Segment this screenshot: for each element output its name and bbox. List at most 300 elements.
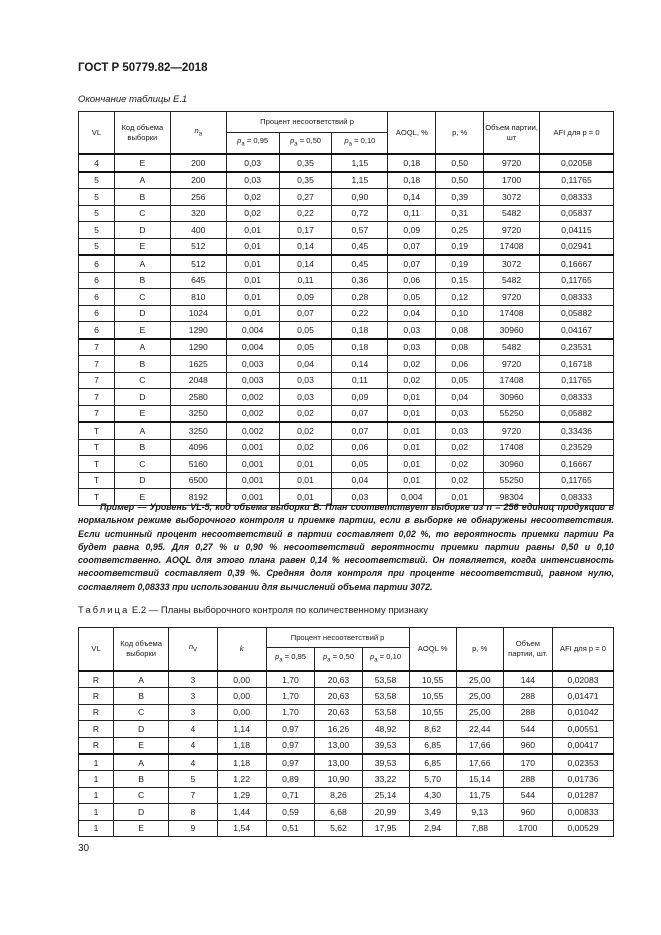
table-e2-body bbox=[79, 671, 614, 836]
table-cell: 17408 bbox=[484, 305, 540, 322]
table-cell: C bbox=[114, 289, 170, 306]
table-cell: 22,44 bbox=[456, 721, 503, 737]
table-cell: 16,26 bbox=[315, 721, 362, 737]
table-cell: 0,07 bbox=[388, 255, 436, 272]
table-row bbox=[79, 289, 614, 306]
table-cell: 0,01 bbox=[388, 389, 436, 406]
table-cell: 6,85 bbox=[409, 737, 456, 754]
table-cell: 4 bbox=[169, 754, 218, 771]
col-n bbox=[170, 112, 226, 155]
col-n-sub: a bbox=[198, 131, 203, 138]
table-cell: 0,03 bbox=[279, 389, 332, 406]
table-row bbox=[79, 154, 614, 172]
table-cell: 512 bbox=[170, 238, 226, 255]
table-cell: 6 bbox=[79, 305, 115, 322]
table2-caption bbox=[78, 605, 428, 616]
table-cell: A bbox=[114, 671, 169, 688]
table-cell: 1,18 bbox=[217, 754, 266, 771]
table-cell: 5 bbox=[79, 205, 115, 222]
col-pa-050 bbox=[315, 648, 362, 672]
table-cell: 9720 bbox=[484, 289, 540, 306]
table-cell: 0,02 bbox=[388, 372, 436, 389]
table-cell: A bbox=[114, 339, 170, 356]
table-cell: D bbox=[114, 721, 169, 737]
table-cell: E bbox=[114, 238, 170, 255]
table-cell: 39,53 bbox=[362, 754, 409, 771]
table-row bbox=[79, 305, 614, 322]
table-cell: 288 bbox=[503, 704, 552, 720]
table-cell: R bbox=[79, 721, 114, 737]
table-cell: 0,36 bbox=[332, 272, 388, 289]
table-cell: 0,02 bbox=[388, 356, 436, 373]
table-cell: 0,002 bbox=[226, 422, 279, 439]
table-cell: 0,01 bbox=[388, 472, 436, 489]
table-cell: 0,01 bbox=[226, 222, 279, 239]
table-cell: 0,001 bbox=[226, 472, 279, 489]
table-cell: 9720 bbox=[484, 154, 540, 172]
table-cell: 7 bbox=[79, 372, 115, 389]
table-cell: 0,05837 bbox=[540, 205, 614, 222]
table-cell: A bbox=[114, 172, 170, 189]
table-cell: T bbox=[79, 489, 115, 506]
table-cell: 0,03 bbox=[279, 372, 332, 389]
table-cell: 9720 bbox=[484, 356, 540, 373]
table-cell: 0,18 bbox=[388, 154, 436, 172]
table-cell: 0,09 bbox=[388, 222, 436, 239]
table-cell: 5 bbox=[79, 238, 115, 255]
table-cell: 6,85 bbox=[409, 754, 456, 771]
table-cell: 0,04 bbox=[436, 389, 484, 406]
col-pr: p, % bbox=[456, 628, 503, 672]
table-cell: 30960 bbox=[484, 322, 540, 339]
table-cell: 0,71 bbox=[266, 787, 315, 803]
table-cell: B bbox=[114, 356, 170, 373]
table-row bbox=[79, 356, 614, 373]
table-cell: 0,02 bbox=[279, 405, 332, 422]
table-row bbox=[79, 704, 614, 720]
table-cell: 0,05882 bbox=[540, 405, 614, 422]
table-cell: 48,92 bbox=[362, 721, 409, 737]
table-cell: 20,63 bbox=[315, 688, 362, 704]
table-cell: R bbox=[79, 737, 114, 754]
col-code: Код объема выборки bbox=[114, 112, 170, 155]
table-cell: 0,06 bbox=[332, 439, 388, 456]
table-row bbox=[79, 339, 614, 356]
table-cell: 6500 bbox=[170, 472, 226, 489]
table-cell: 98304 bbox=[484, 489, 540, 506]
col-afi: AFI для p = 0 bbox=[552, 628, 613, 672]
table-cell: D bbox=[114, 389, 170, 406]
table-cell: 5,62 bbox=[315, 820, 362, 836]
table-cell: 11,75 bbox=[456, 787, 503, 803]
table-cell: 1,54 bbox=[217, 820, 266, 836]
table-cell: 1,44 bbox=[217, 804, 266, 820]
table-cell: 0,16667 bbox=[540, 456, 614, 473]
table-cell: 0,07 bbox=[388, 238, 436, 255]
table-cell: 0,01 bbox=[388, 439, 436, 456]
table-cell: 4,30 bbox=[409, 787, 456, 803]
table-cell: 0,02 bbox=[279, 439, 332, 456]
table-cell: 25,00 bbox=[456, 704, 503, 720]
table-cell: C bbox=[114, 704, 169, 720]
table-cell: 0,02 bbox=[436, 456, 484, 473]
table-cell: 0,08333 bbox=[540, 489, 614, 506]
table-cell: 4096 bbox=[170, 439, 226, 456]
table-cell: 1,70 bbox=[266, 688, 315, 704]
table-cell: 0,00 bbox=[217, 704, 266, 720]
table-cell: 0,002 bbox=[226, 405, 279, 422]
pa2-symbol: p bbox=[290, 136, 295, 146]
table2-caption-label: Таблица bbox=[78, 605, 130, 616]
table-row bbox=[79, 322, 614, 339]
table-cell: 960 bbox=[503, 737, 552, 754]
table-cell: 0,09 bbox=[332, 389, 388, 406]
table-cell: C bbox=[114, 205, 170, 222]
table-cell: 1,29 bbox=[217, 787, 266, 803]
col-vl: VL bbox=[79, 628, 114, 672]
table-cell: 17,66 bbox=[456, 737, 503, 754]
table-cell: 0,02058 bbox=[540, 154, 614, 172]
table-cell: 0,27 bbox=[279, 189, 332, 206]
table-cell: 0,001 bbox=[226, 489, 279, 506]
table-cell: 0,11765 bbox=[540, 372, 614, 389]
table-row bbox=[79, 721, 614, 737]
table-cell: 5,70 bbox=[409, 771, 456, 787]
table-cell: B bbox=[114, 272, 170, 289]
table-cell: 0,01 bbox=[388, 422, 436, 439]
table-cell: 9720 bbox=[484, 222, 540, 239]
table-cell: 0,22 bbox=[332, 305, 388, 322]
table-cell: 0,05 bbox=[279, 339, 332, 356]
table-cell: 0,02941 bbox=[540, 238, 614, 255]
table-cell: D bbox=[114, 804, 169, 820]
table-cell: 256 bbox=[170, 189, 226, 206]
table-cell: 20,63 bbox=[315, 704, 362, 720]
table-cell: 0,45 bbox=[332, 238, 388, 255]
table-cell: B bbox=[114, 189, 170, 206]
table-cell: D bbox=[114, 305, 170, 322]
table-cell: 0,03 bbox=[226, 172, 279, 189]
table-cell: B bbox=[114, 439, 170, 456]
table-cell: 1700 bbox=[484, 172, 540, 189]
table-cell: 0,17 bbox=[279, 222, 332, 239]
table-cell: 55250 bbox=[484, 472, 540, 489]
table-cell: 0,18 bbox=[332, 339, 388, 356]
table-cell: 55250 bbox=[484, 405, 540, 422]
pa1-sub: a bbox=[279, 657, 283, 664]
table-cell: 0,02 bbox=[226, 189, 279, 206]
col-code: Код объема выборки bbox=[114, 628, 169, 672]
table-row bbox=[79, 771, 614, 787]
table-cell: 9,13 bbox=[456, 804, 503, 820]
col-nv bbox=[169, 628, 218, 672]
table-cell: 0,01 bbox=[226, 255, 279, 272]
table-cell: 0,16718 bbox=[540, 356, 614, 373]
table-cell: 0,51 bbox=[266, 820, 315, 836]
table-cell: 0,01 bbox=[226, 272, 279, 289]
table-row bbox=[79, 422, 614, 439]
table-cell: 170 bbox=[503, 754, 552, 771]
table-cell: 0,11765 bbox=[540, 172, 614, 189]
table-e2 bbox=[78, 627, 614, 837]
table-cell: 39,53 bbox=[362, 737, 409, 754]
table-cell: 5482 bbox=[484, 339, 540, 356]
table-cell: 2048 bbox=[170, 372, 226, 389]
table-cell: 0,50 bbox=[436, 154, 484, 172]
table-cell: 0,59 bbox=[266, 804, 315, 820]
table-cell: 0,11765 bbox=[540, 472, 614, 489]
table-cell: 0,003 bbox=[226, 356, 279, 373]
table-cell: 7 bbox=[169, 787, 218, 803]
table-cell: 200 bbox=[170, 172, 226, 189]
table-cell: 8192 bbox=[170, 489, 226, 506]
table-cell: 6 bbox=[79, 322, 115, 339]
table-row bbox=[79, 372, 614, 389]
table-cell: 0,01 bbox=[388, 405, 436, 422]
pa2-value: = 0,50 bbox=[330, 652, 354, 662]
table-cell: E bbox=[114, 322, 170, 339]
table-cell: 25,14 bbox=[362, 787, 409, 803]
table-cell: 17,95 bbox=[362, 820, 409, 836]
table-cell: 0,12 bbox=[436, 289, 484, 306]
table-cell: 0,11 bbox=[279, 272, 332, 289]
table-cell: 0,03 bbox=[436, 405, 484, 422]
table-cell: 30960 bbox=[484, 389, 540, 406]
table-cell: 0,001 bbox=[226, 439, 279, 456]
table-cell: 0,10 bbox=[436, 305, 484, 322]
table-cell: 0,02 bbox=[436, 439, 484, 456]
table-cell: 0,35 bbox=[279, 154, 332, 172]
table-cell: 0,05 bbox=[279, 322, 332, 339]
table-cell: 0,03 bbox=[388, 339, 436, 356]
pa3-sub: a bbox=[348, 141, 352, 148]
table-cell: 2580 bbox=[170, 389, 226, 406]
table1-caption: Окончание таблицы Е.1 bbox=[78, 94, 188, 105]
table-cell: 10,90 bbox=[315, 771, 362, 787]
table-cell: 810 bbox=[170, 289, 226, 306]
table-cell: 0,01 bbox=[279, 456, 332, 473]
table-cell: 0,02 bbox=[226, 205, 279, 222]
col-nv-sub: V bbox=[193, 647, 198, 654]
table-cell: E bbox=[114, 405, 170, 422]
table-cell: 0,50 bbox=[436, 172, 484, 189]
pa1-symbol: p bbox=[274, 652, 280, 662]
table-cell: 1,15 bbox=[332, 154, 388, 172]
table-cell: 0,97 bbox=[266, 721, 315, 737]
table-cell: 17408 bbox=[484, 238, 540, 255]
table-cell: 1,14 bbox=[217, 721, 266, 737]
table-cell: 1024 bbox=[170, 305, 226, 322]
pa1-sub: a bbox=[241, 141, 245, 148]
table-cell: 0,16667 bbox=[540, 255, 614, 272]
table-cell: A bbox=[114, 255, 170, 272]
table-cell: B bbox=[114, 771, 169, 787]
table-cell: R bbox=[79, 671, 114, 688]
table-cell: B bbox=[114, 688, 169, 704]
table-cell: 3072 bbox=[484, 255, 540, 272]
col-pct-group: Процент несоответствий p bbox=[226, 112, 388, 133]
table-cell: 0,03 bbox=[332, 489, 388, 506]
table-cell: 1,18 bbox=[217, 737, 266, 754]
pa3-value: = 0,10 bbox=[351, 136, 376, 146]
table-cell: 0,03 bbox=[226, 154, 279, 172]
table-cell: 8 bbox=[169, 804, 218, 820]
table-cell: 200 bbox=[170, 154, 226, 172]
table-cell: 3 bbox=[169, 704, 218, 720]
col-aoql: AOQL % bbox=[409, 628, 456, 672]
table-cell: C bbox=[114, 787, 169, 803]
table-cell: 33,22 bbox=[362, 771, 409, 787]
table-row bbox=[79, 688, 614, 704]
table-cell: 2,94 bbox=[409, 820, 456, 836]
table-cell: 0,57 bbox=[332, 222, 388, 239]
table-e1 bbox=[78, 111, 614, 506]
table-row bbox=[79, 189, 614, 206]
table-cell: E bbox=[114, 489, 170, 506]
table-cell: 6 bbox=[79, 272, 115, 289]
col-pa-050 bbox=[279, 133, 332, 155]
pa2-symbol: p bbox=[322, 652, 328, 662]
table-cell: 1 bbox=[79, 787, 114, 803]
table-cell: 0,07 bbox=[332, 422, 388, 439]
table-cell: 0,002 bbox=[226, 389, 279, 406]
table-cell: 3250 bbox=[170, 422, 226, 439]
table-cell: 0,01736 bbox=[552, 771, 613, 787]
table-cell: 0,07 bbox=[279, 305, 332, 322]
table-cell: 4 bbox=[79, 154, 115, 172]
table-cell: 0,04 bbox=[279, 356, 332, 373]
table-cell: 0,08333 bbox=[540, 189, 614, 206]
table-cell: 0,97 bbox=[266, 737, 315, 754]
pa3-sub: a bbox=[374, 657, 378, 664]
table-cell: 0,01 bbox=[226, 289, 279, 306]
table-cell: 0,39 bbox=[436, 189, 484, 206]
table-row bbox=[79, 389, 614, 406]
table-cell: 4 bbox=[169, 721, 218, 737]
table-cell: R bbox=[79, 704, 114, 720]
table-cell: 25,00 bbox=[456, 688, 503, 704]
col-nv-symbol: n bbox=[188, 642, 194, 652]
example-text: Пример — Уровень VL-5, код объема выборки B. План соответствует выборке из n = 256 единиц продукции в нормальном режиме выборочного контроля и приемке партии, если в выборке не обнаружены несоответствия. Если истинный процент несоответствий в партии составляет 0,02 %, то вероятность приемки партии Pa будет равна 0,95. Для 0,27 % и 0,90 % несоответствий вероятности приемки партии равны 0,50 и 0,10 соответственно. AOQL для этого плана равен 0,14 % несоответствий. Он появляется, когда интенсивность несоответствий составляет 0,39 %. Средняя доля контроля при проценте несоответствий, равном нулю, составляет 0,08333 при использовании для вычислений объема партии 3072. bbox=[78, 502, 614, 592]
table-cell: 0,03 bbox=[388, 322, 436, 339]
document-header: ГОСТ Р 50779.82—2018 bbox=[78, 62, 208, 74]
table-cell: 13,00 bbox=[315, 737, 362, 754]
col-lot: Объем партии, шт. bbox=[503, 628, 552, 672]
table-cell: 0,14 bbox=[279, 238, 332, 255]
col-vl: VL bbox=[79, 112, 115, 155]
table-cell: 0,23529 bbox=[540, 439, 614, 456]
table-cell: 0,001 bbox=[226, 456, 279, 473]
table-cell: 0,45 bbox=[332, 255, 388, 272]
table-cell: 0,04 bbox=[332, 472, 388, 489]
table-cell: 1,70 bbox=[266, 704, 315, 720]
table-cell: E bbox=[114, 820, 169, 836]
table-cell: 0,05 bbox=[388, 289, 436, 306]
table-cell: 0,004 bbox=[388, 489, 436, 506]
table-row bbox=[79, 172, 614, 189]
table-cell: 0,15 bbox=[436, 272, 484, 289]
table-cell: 3,49 bbox=[409, 804, 456, 820]
table-cell: 0,33436 bbox=[540, 422, 614, 439]
table-cell: 6,68 bbox=[315, 804, 362, 820]
table-cell: 1,22 bbox=[217, 771, 266, 787]
table-row bbox=[79, 439, 614, 456]
col-pa-095 bbox=[226, 133, 279, 155]
table-cell: 0,01 bbox=[436, 489, 484, 506]
example-paragraph bbox=[78, 501, 614, 594]
col-pa-095 bbox=[266, 648, 315, 672]
table-cell: 0,11 bbox=[388, 205, 436, 222]
table-cell: C bbox=[114, 372, 170, 389]
table-cell: 0,05 bbox=[436, 372, 484, 389]
table-cell: 3 bbox=[169, 688, 218, 704]
pa1-symbol: p bbox=[237, 136, 242, 146]
table-cell: 1 bbox=[79, 820, 114, 836]
table-cell: T bbox=[79, 439, 115, 456]
table-cell: T bbox=[79, 456, 115, 473]
table-cell: 320 bbox=[170, 205, 226, 222]
table-cell: 0,01 bbox=[279, 472, 332, 489]
table-cell: 6 bbox=[79, 255, 115, 272]
pa3-value: = 0,10 bbox=[377, 652, 402, 662]
table-cell: 0,06 bbox=[388, 272, 436, 289]
table-cell: 7 bbox=[79, 356, 115, 373]
table-cell: 0,22 bbox=[279, 205, 332, 222]
table-cell: D bbox=[114, 222, 170, 239]
table-cell: 7 bbox=[79, 339, 115, 356]
table-row bbox=[79, 787, 614, 803]
table-cell: 0,00833 bbox=[552, 804, 613, 820]
table-cell: 17408 bbox=[484, 439, 540, 456]
table-cell: 10,55 bbox=[409, 704, 456, 720]
col-lot: Объем партии, шт bbox=[484, 112, 540, 155]
table-cell: 5482 bbox=[484, 272, 540, 289]
pa3-symbol: p bbox=[370, 652, 375, 662]
table-cell: 400 bbox=[170, 222, 226, 239]
table-cell: 3 bbox=[169, 671, 218, 688]
table-cell: 0,00 bbox=[217, 671, 266, 688]
table-row bbox=[79, 820, 614, 836]
table-cell: 0,06 bbox=[436, 356, 484, 373]
table-cell: E bbox=[114, 154, 170, 172]
table-row bbox=[79, 205, 614, 222]
table-cell: 0,02 bbox=[436, 472, 484, 489]
table-cell: 10,55 bbox=[409, 688, 456, 704]
table-cell: 0,07 bbox=[332, 405, 388, 422]
table-cell: 0,14 bbox=[332, 356, 388, 373]
col-pr: p, % bbox=[436, 112, 484, 155]
table-cell: 7 bbox=[79, 389, 115, 406]
col-n-symbol: n bbox=[194, 125, 199, 135]
table-cell: 1 bbox=[79, 804, 114, 820]
table-cell: 0,05882 bbox=[540, 305, 614, 322]
table-cell: A bbox=[114, 422, 170, 439]
table-cell: 0,18 bbox=[388, 172, 436, 189]
table-cell: 0,05 bbox=[332, 456, 388, 473]
col-k-symbol: k bbox=[239, 644, 244, 653]
table-cell: 544 bbox=[503, 721, 552, 737]
table-cell: 0,02083 bbox=[552, 671, 613, 688]
table-cell: 0,01 bbox=[226, 238, 279, 255]
table-cell: T bbox=[79, 472, 115, 489]
table-cell: 0,23531 bbox=[540, 339, 614, 356]
pa1-value: = 0,95 bbox=[282, 652, 306, 662]
table-cell: 1 bbox=[79, 754, 114, 771]
table-cell: 0,28 bbox=[332, 289, 388, 306]
table-cell: 8,26 bbox=[315, 787, 362, 803]
table-cell: D bbox=[114, 472, 170, 489]
col-k bbox=[217, 628, 266, 672]
